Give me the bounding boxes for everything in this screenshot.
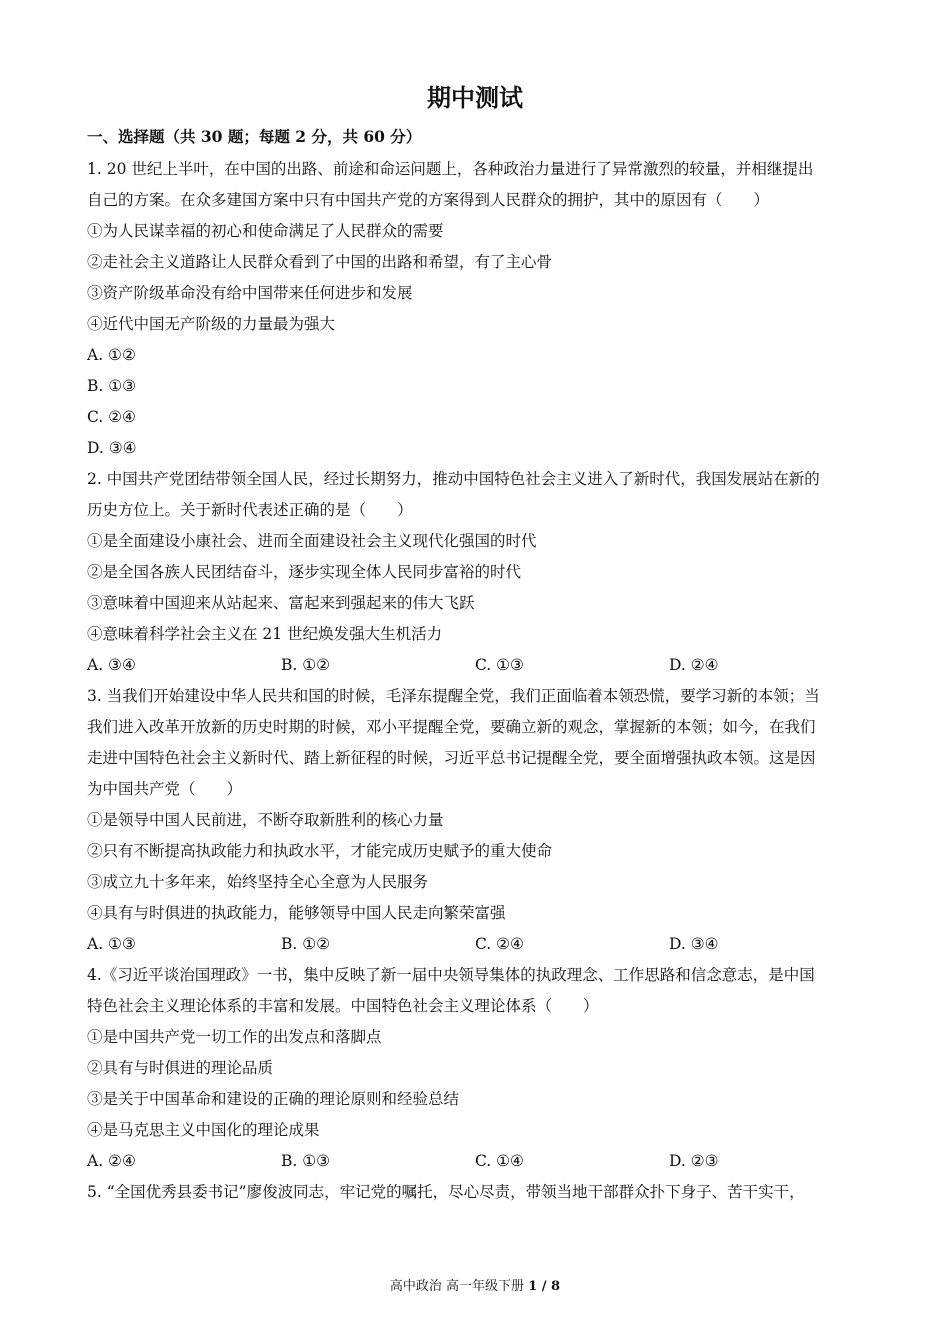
q2-option-b: B. ①② <box>281 656 331 674</box>
q3-statement-2: ②只有不断提高执政能力和执政水平，才能完成历史赋予的重大使命 <box>87 842 553 860</box>
q3-statement-1: ①是领导中国人民前进，不断夺取新胜利的核心力量 <box>87 811 444 829</box>
q3-stem-line-4: 为中国共产党（ ） <box>87 780 243 798</box>
q5-stem-line-1: 5. “全国优秀县委书记”廖俊波同志，牢记党的嘱托，尽心尽责，带领当地干部群众扑下身子、苦干实干， <box>87 1183 805 1201</box>
q2-option-a: A. ③④ <box>87 656 136 674</box>
q1-stem-line-1: 1. 20 世纪上半叶，在中国的出路、前途和命运问题上，各种政治力量进行了异常激烈的较量，并相继提出 <box>87 160 814 178</box>
q4-option-c: C. ①④ <box>475 1152 524 1170</box>
q2-option-c: C. ①③ <box>475 656 524 674</box>
q1-statement-4: ④近代中国无产阶级的力量最为强大 <box>87 315 336 333</box>
question-list <box>87 156 867 1210</box>
q2-statement-1: ①是全面建设小康社会、进而全面建设社会主义现代化强国的时代 <box>87 532 537 550</box>
q4-statement-3: ③是关于中国革命和建设的正确的理论原则和经验总结 <box>87 1090 460 1108</box>
q4-statement-1: ①是中国共产党一切工作的出发点和落脚点 <box>87 1028 382 1046</box>
q3-stem-line-2: 我们进入改革开放新的历史时期的时候，邓小平提醒全党，要确立新的观念，掌握新的本领；如今，在我们 <box>87 718 816 736</box>
q1-option-d: D. ③④ <box>87 439 137 457</box>
q2-stem-line-2: 历史方位上。关于新时代表述正确的是（ ） <box>87 501 413 519</box>
q2-statement-2: ②是全国各族人民团结奋斗，逐步实现全体人民同步富裕的时代 <box>87 563 522 581</box>
q4-statement-4: ④是马克思主义中国化的理论成果 <box>87 1121 320 1139</box>
q3-option-a: A. ①③ <box>87 935 136 953</box>
q2-statement-3: ③意味着中国迎来从站起来、富起来到强起来的伟大飞跃 <box>87 594 475 612</box>
q1-option-b: B. ①③ <box>87 377 137 395</box>
q3-option-b: B. ①② <box>281 935 331 953</box>
page-title: 期中测试 <box>427 83 523 112</box>
q2-option-d: D. ②④ <box>669 656 719 674</box>
page-footer <box>0 1277 950 1297</box>
q3-option-d: D. ③④ <box>669 935 719 953</box>
q1-statement-1: ①为人民谋幸福的初心和使命满足了人民群众的需要 <box>87 222 444 240</box>
q4-stem-line-1: 4.《习近平谈治国理政》一书，集中反映了新一届中央领导集体的执政理念、工作思路和信念意志，是中国 <box>87 966 815 984</box>
q4-option-b: B. ①③ <box>281 1152 331 1170</box>
q3-options-row <box>87 931 867 962</box>
q1-statement-3: ③资产阶级革命没有给中国带来任何进步和发展 <box>87 284 413 302</box>
section-heading: 一、选择题（共 30 题；每题 2 分，共 60 分） <box>87 127 422 146</box>
q4-options-row <box>87 1148 867 1179</box>
q1-option-a: A. ①② <box>87 346 136 364</box>
q3-option-c: C. ②④ <box>475 935 524 953</box>
q2-statement-4: ④意味着科学社会主义在 21 世纪焕发强大生机活力 <box>87 625 443 643</box>
q4-option-a: A. ②④ <box>87 1152 136 1170</box>
q3-stem-line-1: 3. 当我们开始建设中华人民共和国的时候，毛泽东提醒全党，我们正面临着本领恐慌，要学习新的本领；当 <box>87 687 820 705</box>
q1-option-c: C. ②④ <box>87 408 136 426</box>
q3-statement-4: ④具有与时俱进的执政能力，能够领导中国人民走向繁荣富强 <box>87 904 506 922</box>
footer-page-number: 1 / 8 <box>528 1279 561 1294</box>
q2-stem-line-1: 2. 中国共产党团结带领全国人民，经过长期努力，推动中国特色社会主义进入了新时代，我国发展站在新的 <box>87 470 820 488</box>
q3-statement-3: ③成立九十多年来，始终坚持全心全意为人民服务 <box>87 873 429 891</box>
q3-stem-line-3: 走进中国特色社会主义新时代、踏上新征程的时候，习近平总书记提醒全党，要全面增强执政本领。这是因 <box>87 749 816 767</box>
q1-statement-2: ②走社会主义道路让人民群众看到了中国的出路和希望，有了主心骨 <box>87 253 553 271</box>
q4-statement-2: ②具有与时俱进的理论品质 <box>87 1059 274 1077</box>
q4-stem-line-2: 特色社会主义理论体系的丰富和发展。中国特色社会主义理论体系（ ） <box>87 997 599 1015</box>
q2-options-row <box>87 652 867 683</box>
footer-subject: 高中政治 高一年级下册 <box>389 1279 529 1294</box>
q1-stem-line-2: 自己的方案。在众多建国方案中只有中国共产党的方案得到人民群众的拥护，其中的原因有（ ） <box>87 191 770 209</box>
q4-option-d: D. ②③ <box>669 1152 719 1170</box>
